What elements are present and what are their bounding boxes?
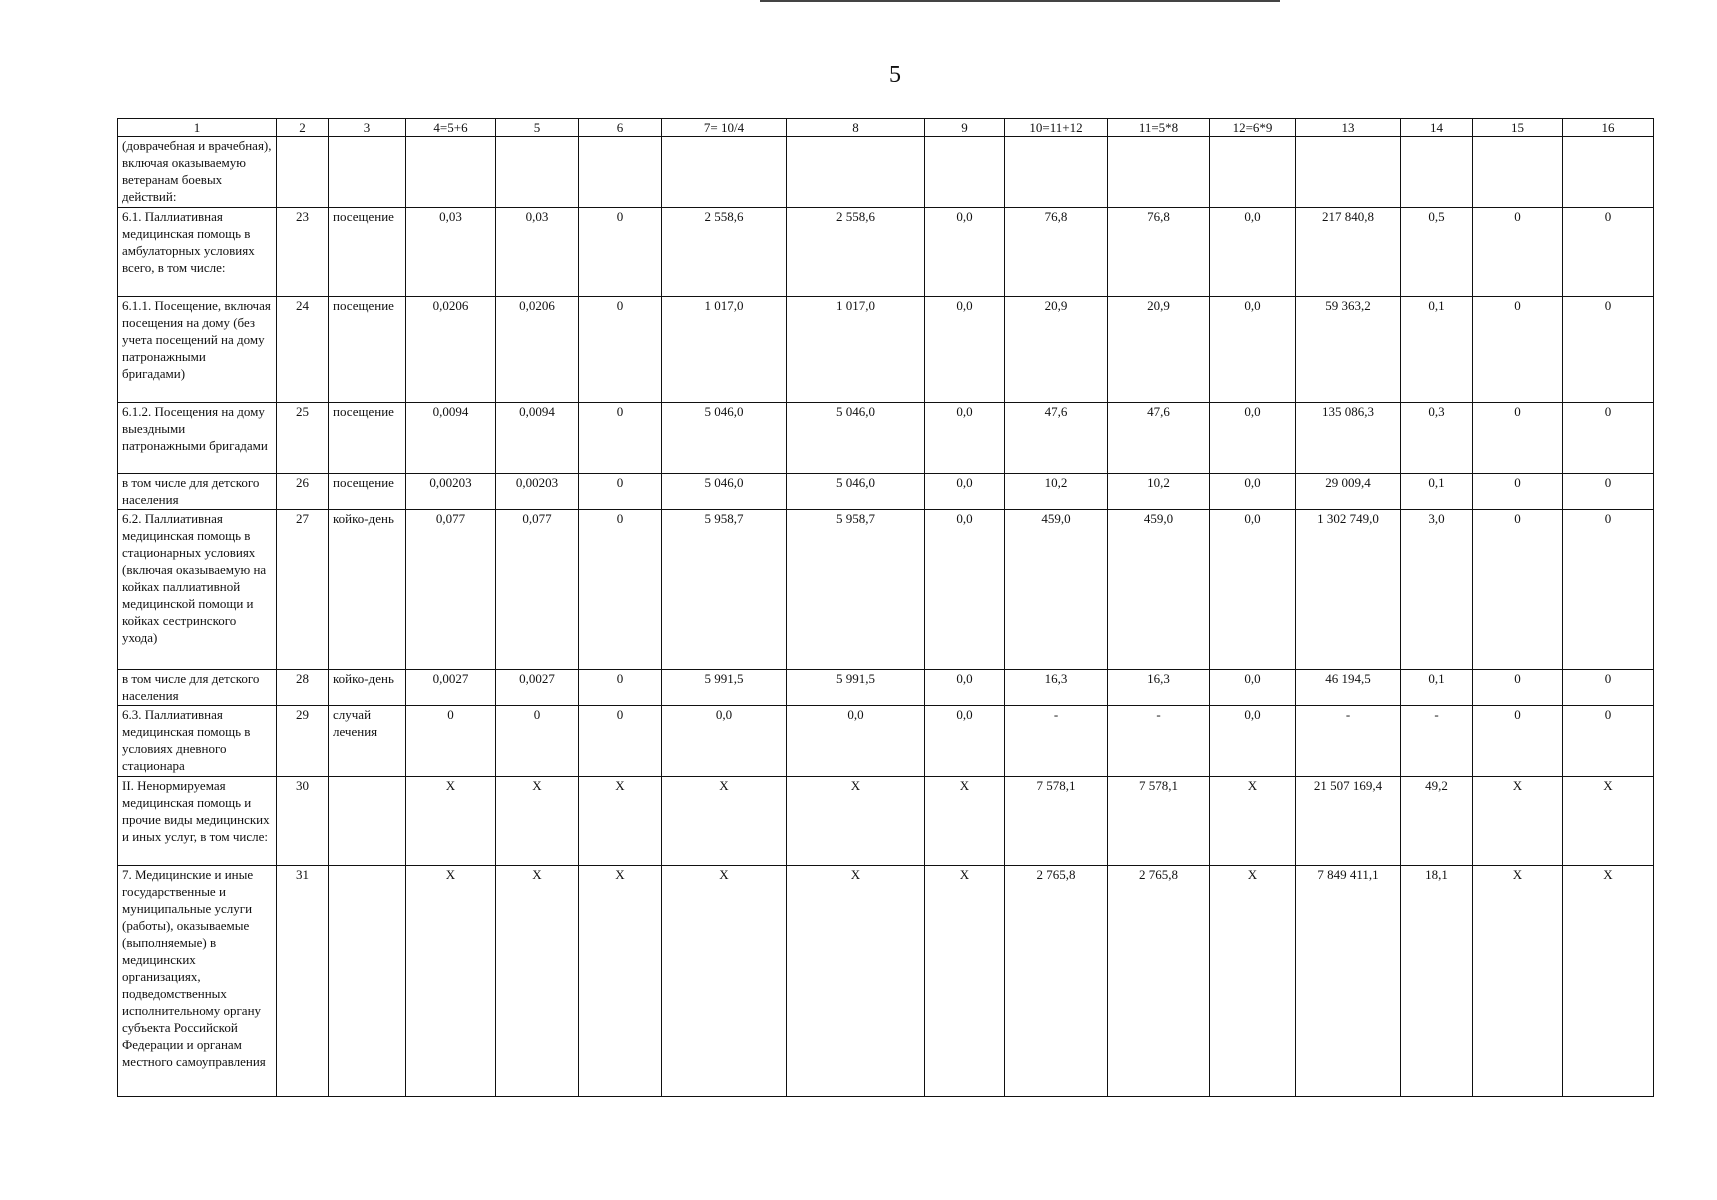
table-cell: X	[1473, 777, 1563, 866]
table-cell: X	[406, 866, 496, 1097]
table-cell: 0	[1563, 208, 1654, 297]
col-header: 15	[1473, 119, 1563, 137]
table-cell: 0	[579, 670, 662, 706]
table-row	[118, 137, 1654, 208]
table-cell: 0,0	[1210, 208, 1296, 297]
row-label: 6.1.1. Посещение, включая посещения на дому (без учета посещений на дому патронажными бригадами)	[118, 297, 277, 403]
table-cell: 0	[579, 297, 662, 403]
table-cell: X	[1563, 866, 1654, 1097]
table-cell: 49,2	[1401, 777, 1473, 866]
table-cell: 0,1	[1401, 297, 1473, 403]
table-cell: X	[925, 866, 1005, 1097]
table-row	[118, 474, 1654, 510]
row-label: в том числе для детского населения	[118, 670, 277, 706]
table-cell: 0,0	[1210, 510, 1296, 670]
col-header: 12=6*9	[1210, 119, 1296, 137]
top-rule	[760, 0, 1280, 2]
table-cell: 29	[277, 706, 329, 777]
row-label: 6.1. Паллиативная медицинская помощь в амбулаторных условиях всего, в том числе:	[118, 208, 277, 297]
table-cell	[1296, 137, 1401, 208]
table-cell	[329, 137, 406, 208]
table-cell: 0,5	[1401, 208, 1473, 297]
table-cell: 0,0027	[406, 670, 496, 706]
table-cell: X	[1210, 866, 1296, 1097]
table-cell: 2 558,6	[787, 208, 925, 297]
table-cell: 0	[1563, 297, 1654, 403]
table-cell: 16,3	[1108, 670, 1210, 706]
table-cell	[277, 137, 329, 208]
table-cell: 0	[1563, 706, 1654, 777]
table-cell	[662, 137, 787, 208]
table-cell: 2 765,8	[1108, 866, 1210, 1097]
table-cell	[329, 866, 406, 1097]
table-cell: 27	[277, 510, 329, 670]
table-cell: X	[579, 866, 662, 1097]
table-cell: 0,03	[406, 208, 496, 297]
row-label: 6.3. Паллиативная медицинская помощь в условиях дневного стационара	[118, 706, 277, 777]
row-label: в том числе для детского населения	[118, 474, 277, 510]
table-cell: 0,0	[1210, 297, 1296, 403]
table-row	[118, 670, 1654, 706]
col-header: 7= 10/4	[662, 119, 787, 137]
table-cell: посещение	[329, 474, 406, 510]
table-cell: 28	[277, 670, 329, 706]
col-header: 1	[118, 119, 277, 137]
table-cell: 25	[277, 403, 329, 474]
table-cell: 0	[406, 706, 496, 777]
col-header: 14	[1401, 119, 1473, 137]
table-row	[118, 403, 1654, 474]
table-cell: 0,00203	[496, 474, 579, 510]
table-cell: 0	[1473, 297, 1563, 403]
page-number: 5	[889, 62, 901, 88]
table-cell: 0,0094	[496, 403, 579, 474]
table-cell: 16,3	[1005, 670, 1108, 706]
table-cell	[579, 137, 662, 208]
row-label: II. Ненормируемая медицинская помощь и прочие виды медицинских и иных услуг, в том числе:	[118, 777, 277, 866]
table-cell: 47,6	[1005, 403, 1108, 474]
row-label: 6.2. Паллиативная медицинская помощь в стационарных условиях (включая оказываемую на койках паллиативной медицинской помощи и койках сестринского ухода)	[118, 510, 277, 670]
col-header: 4=5+6	[406, 119, 496, 137]
table-cell: 46 194,5	[1296, 670, 1401, 706]
table-cell: 30	[277, 777, 329, 866]
table-cell: случай лечения	[329, 706, 406, 777]
row-label: 6.1.2. Посещения на дому выездными патронажными бригадами	[118, 403, 277, 474]
col-header: 3	[329, 119, 406, 137]
table-cell: 0,0	[925, 706, 1005, 777]
table-cell: X	[1210, 777, 1296, 866]
table-cell: 0,0	[925, 403, 1005, 474]
table-cell: 0,1	[1401, 474, 1473, 510]
table-cell: 459,0	[1005, 510, 1108, 670]
header-row	[118, 119, 1654, 137]
table-cell: 0	[1473, 670, 1563, 706]
table-cell: 0,0	[925, 670, 1005, 706]
table-cell: 459,0	[1108, 510, 1210, 670]
table-cell: 0,0206	[406, 297, 496, 403]
table-cell: X	[787, 777, 925, 866]
table-cell: 217 840,8	[1296, 208, 1401, 297]
table-cell: 59 363,2	[1296, 297, 1401, 403]
table-cell	[1401, 137, 1473, 208]
table-cell: 21 507 169,4	[1296, 777, 1401, 866]
table-cell: -	[1296, 706, 1401, 777]
table-cell: X	[579, 777, 662, 866]
table-cell: -	[1005, 706, 1108, 777]
table-cell: X	[925, 777, 1005, 866]
table-cell: 76,8	[1108, 208, 1210, 297]
table-cell: 0	[1563, 403, 1654, 474]
table-cell: 0,0	[787, 706, 925, 777]
table-cell: 0,00203	[406, 474, 496, 510]
table-cell: 10,2	[1108, 474, 1210, 510]
table-cell: 0,0	[925, 474, 1005, 510]
table-cell: 20,9	[1108, 297, 1210, 403]
table-cell: 0,0	[1210, 403, 1296, 474]
table-cell: 0	[579, 474, 662, 510]
table-cell: 0,077	[406, 510, 496, 670]
table-cell: 5 046,0	[787, 474, 925, 510]
table-cell: 26	[277, 474, 329, 510]
col-header: 8	[787, 119, 925, 137]
table-cell: 0	[1473, 706, 1563, 777]
table-cell: 1 017,0	[662, 297, 787, 403]
data-table	[117, 118, 1654, 1097]
table-cell: 0,0	[1210, 474, 1296, 510]
table-cell: 29 009,4	[1296, 474, 1401, 510]
table-cell: 7 578,1	[1005, 777, 1108, 866]
table-cell: X	[496, 866, 579, 1097]
table-cell: 23	[277, 208, 329, 297]
table-cell: 5 958,7	[662, 510, 787, 670]
table-cell: 18,1	[1401, 866, 1473, 1097]
table-row	[118, 866, 1654, 1097]
col-header: 10=11+12	[1005, 119, 1108, 137]
row-label: (доврачебная и врачебная), включая оказываемую ветеранам боевых действий:	[118, 137, 277, 208]
table-row	[118, 777, 1654, 866]
table-cell: 5 958,7	[787, 510, 925, 670]
table-cell: X	[662, 866, 787, 1097]
table-cell: 0,0	[1210, 706, 1296, 777]
table-cell	[406, 137, 496, 208]
table-cell: 0	[1473, 208, 1563, 297]
table-cell: 0,0206	[496, 297, 579, 403]
table-cell: 0	[1563, 670, 1654, 706]
table-cell: 0	[1563, 474, 1654, 510]
table-cell	[1563, 137, 1654, 208]
table-cell: X	[662, 777, 787, 866]
table-cell: 135 086,3	[1296, 403, 1401, 474]
col-header: 6	[579, 119, 662, 137]
table-cell: 0,3	[1401, 403, 1473, 474]
table-cell: 0,0	[925, 297, 1005, 403]
table-cell	[1210, 137, 1296, 208]
row-label: 7. Медицинские и иные государственные и муниципальные услуги (работы), оказываемые (выполняемые) в медицинских организациях, подведомственных исполнительному органу субъекта Российской Федерации и органам местного самоуправления	[118, 866, 277, 1097]
table-cell: 20,9	[1005, 297, 1108, 403]
table-cell: 0	[579, 403, 662, 474]
table-cell: 0,03	[496, 208, 579, 297]
table-cell: 76,8	[1005, 208, 1108, 297]
table-cell: 5 046,0	[787, 403, 925, 474]
table-cell: 0,077	[496, 510, 579, 670]
table-cell: койко-день	[329, 510, 406, 670]
table-cell	[496, 137, 579, 208]
table-cell: -	[1401, 706, 1473, 777]
col-header: 9	[925, 119, 1005, 137]
table-row	[118, 706, 1654, 777]
table-cell: X	[1473, 866, 1563, 1097]
table-cell: 7 578,1	[1108, 777, 1210, 866]
table-row	[118, 208, 1654, 297]
table-cell: 31	[277, 866, 329, 1097]
table-cell: 0,0	[662, 706, 787, 777]
table-cell: X	[406, 777, 496, 866]
table-cell: 0,1	[1401, 670, 1473, 706]
col-header: 16	[1563, 119, 1654, 137]
col-header: 2	[277, 119, 329, 137]
table-cell	[1108, 137, 1210, 208]
table-row	[118, 297, 1654, 403]
table-cell: 5 991,5	[787, 670, 925, 706]
table-cell: 0,0	[1210, 670, 1296, 706]
table-cell: 0,0027	[496, 670, 579, 706]
table-cell: 47,6	[1108, 403, 1210, 474]
table-cell: 0	[579, 706, 662, 777]
table-cell: 0,0094	[406, 403, 496, 474]
table-cell: 0	[1563, 510, 1654, 670]
table-cell: 0	[496, 706, 579, 777]
table-cell: посещение	[329, 297, 406, 403]
table-cell: 0	[579, 510, 662, 670]
table-cell: 5 046,0	[662, 403, 787, 474]
table-cell: -	[1108, 706, 1210, 777]
table-cell	[1005, 137, 1108, 208]
table-cell: 24	[277, 297, 329, 403]
table-cell	[925, 137, 1005, 208]
table-cell	[787, 137, 925, 208]
table-cell: койко-день	[329, 670, 406, 706]
table-cell: 0	[579, 208, 662, 297]
table-cell: X	[787, 866, 925, 1097]
table-cell	[329, 777, 406, 866]
table-cell: 10,2	[1005, 474, 1108, 510]
col-header: 11=5*8	[1108, 119, 1210, 137]
table-cell: 5 046,0	[662, 474, 787, 510]
col-header: 13	[1296, 119, 1401, 137]
table-cell: 1 302 749,0	[1296, 510, 1401, 670]
table-cell: 2 765,8	[1005, 866, 1108, 1097]
table-cell: 2 558,6	[662, 208, 787, 297]
table-cell: X	[496, 777, 579, 866]
table-cell: 1 017,0	[787, 297, 925, 403]
table-cell: посещение	[329, 208, 406, 297]
table-cell: 0	[1473, 474, 1563, 510]
table-cell: 3,0	[1401, 510, 1473, 670]
table-row	[118, 510, 1654, 670]
table-cell: 0	[1473, 510, 1563, 670]
table-cell: 0	[1473, 403, 1563, 474]
table-cell: 7 849 411,1	[1296, 866, 1401, 1097]
table-cell: 5 991,5	[662, 670, 787, 706]
table-cell	[1473, 137, 1563, 208]
table-cell: 0,0	[925, 510, 1005, 670]
col-header: 5	[496, 119, 579, 137]
table-cell: посещение	[329, 403, 406, 474]
table-cell: 0,0	[925, 208, 1005, 297]
table-cell: X	[1563, 777, 1654, 866]
